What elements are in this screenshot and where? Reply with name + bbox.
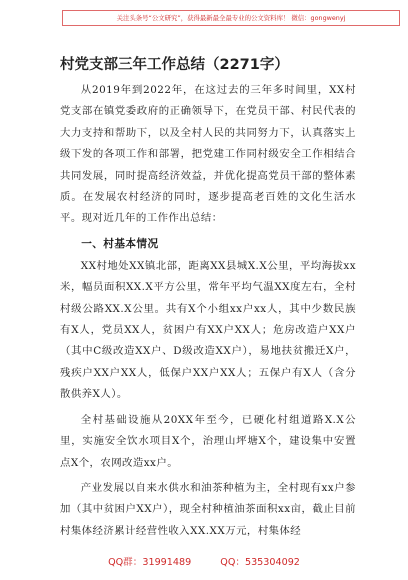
document-body bbox=[60, 80, 356, 542]
footer-contact bbox=[0, 554, 408, 568]
footer-qq-group: QQ群：31991489 bbox=[108, 557, 192, 568]
industry-paragraph: 产业发展以自来水供水和油茶种植为主，全村现有xx户参加（其中贫困户XX户），现全村种植油茶面积xx亩，截止目前村集体经济累计经营性收入XX.XX万元，村集体经 bbox=[60, 481, 356, 537]
header-banner: 关注头条号“公文研究”，获得最新最全最专业的公文资料库！ 微信：gongwenyj bbox=[62, 10, 400, 26]
section-heading: 一、村基本情况 bbox=[81, 237, 159, 250]
intro-paragraph: 从2019年到2022年，在这过去的三年多时间里，XX村党支部在镇党委政府的正确领导下，在党员干部、村民代表的大力支持和帮助下，以及全村人民的共同努力下，认真落实上级下发的各项工作和部署，把党建工作同村级安全工作相结合共同发展，同时提高经济效益，并优化提高党员干部的整体素质。在发展农村经济的同时，逐步提高老百姓的文化生活水平。现对近几年的工作作出总结： bbox=[60, 84, 356, 225]
infrastructure-paragraph: 全村基础设施从20XX年至今，已硬化村组道路X.X公里，实施安全饮水项目X个，治理山坪塘X个，建设集中安置点X个，农网改造xx户。 bbox=[60, 413, 356, 469]
basic-info-paragraph: XX村地处XX镇北部，距离XX县城X.X公里，平均海拔xx米，幅员面积XX.X平方公里，常年平均气温XX度左右，全村村级公路XX.X公里。共有X个小组xx户xx人，其中少数民族有X人，党员XX人，贫困户有XX户XX人；危房改造户XX户（其中C级改造XX户、D级改造XX户），易地扶贫搬迁X户，残疾户XX户XX人，低保户XX户XX人；五保户有X人（含分散供养X人）。 bbox=[60, 259, 356, 401]
footer-qq-number: QQ：535304092 bbox=[220, 557, 300, 568]
document-title: 村党支部三年工作总结（2271字） bbox=[60, 57, 289, 73]
